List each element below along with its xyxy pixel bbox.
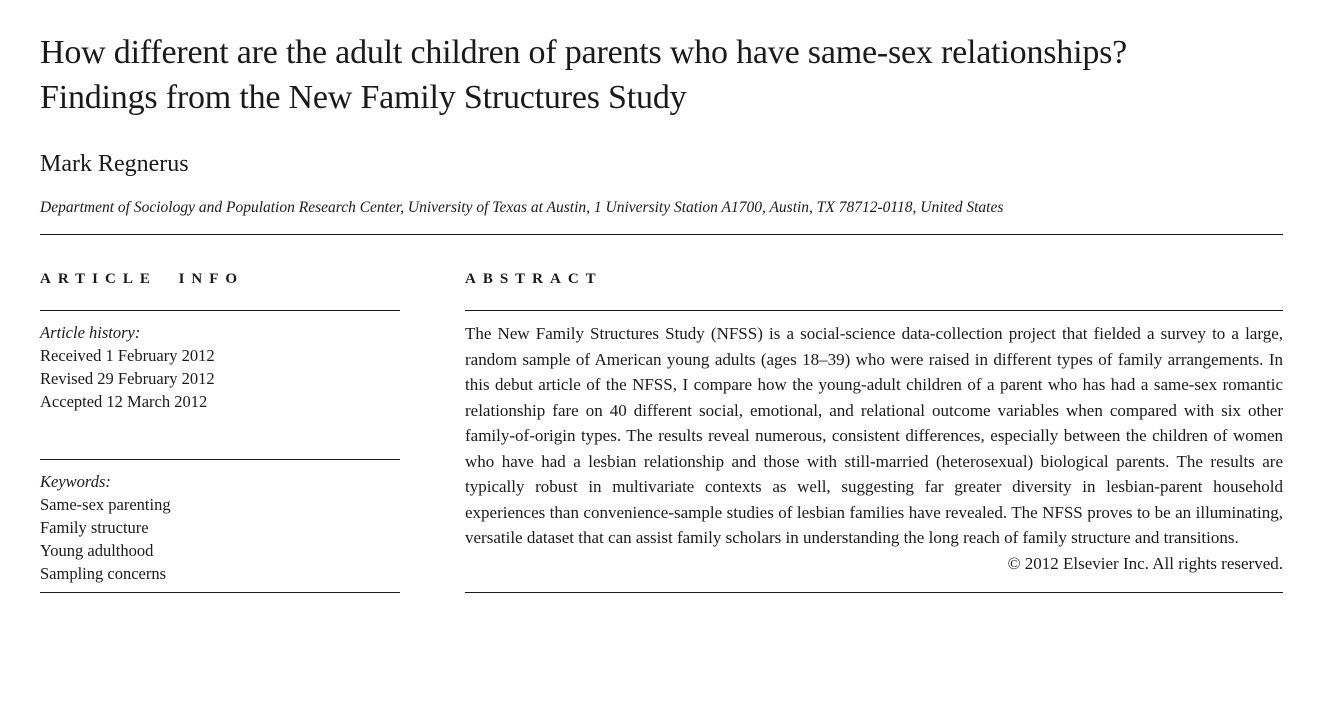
article-info-divider xyxy=(40,310,400,311)
keyword-item: Young adulthood xyxy=(40,541,154,560)
info-abstract-columns xyxy=(40,235,1283,593)
paper-title: How different are the adult children of parents who have same-sex relationships? Findings from the New Family Structures Study xyxy=(40,34,1128,116)
history-revised: Revised 29 February 2012 xyxy=(40,369,215,388)
history-accepted: Accepted 12 March 2012 xyxy=(40,392,208,411)
abstract-column xyxy=(465,235,1283,593)
author-name: Mark Regnerus xyxy=(40,151,189,177)
article-info-column xyxy=(40,235,400,593)
author-affiliation: Department of Sociology and Population Research Center, University of Texas at Austin, 1 University Station A1700, Austin, TX 78712-0118, United States xyxy=(40,199,1004,216)
keyword-item: Sampling concerns xyxy=(40,564,167,583)
keywords-label: Keywords: xyxy=(40,472,111,491)
history-received: Received 1 February 2012 xyxy=(40,346,215,365)
keyword-item: Family structure xyxy=(40,518,149,537)
article-info-heading: ARTICLE INFO xyxy=(40,271,245,287)
abstract-divider xyxy=(465,310,1283,311)
article-info-bottom-divider xyxy=(40,592,400,593)
keywords-divider xyxy=(40,459,400,460)
keyword-item: Same-sex parenting xyxy=(40,495,171,514)
article-history-block xyxy=(40,321,400,413)
article-history-label: Article history: xyxy=(40,323,141,342)
abstract-text: The New Family Structures Study (NFSS) is a social-science data-collection project that fielded a survey to a large, random sample of American young adults (ages 18–39) who were raised in different types of family arrangements. In this debut article of the NFSS, I compare how the young-adult children of a parent who has had a same-sex romantic relationship fare on 40 different social, emotional, and relational outcome variables when compared with six other family-of-origin types. The results reveal numerous, consistent differences, especially between the children of women who have had a lesbian relationship and those with still-married (heterosexual) biological parents. The results are typically robust in multivariate contexts as well, suggesting far greater diversity in lesbian-parent household experiences than convenience-sample studies of lesbian families have revealed. The NFSS proves to be an illuminating, versatile dataset that can assist family scholars in understanding the long reach of family structure and transitions. xyxy=(465,324,1283,547)
abstract-heading: ABSTRACT xyxy=(465,271,603,287)
abstract-bottom-divider xyxy=(465,592,1283,593)
keywords-block xyxy=(40,470,400,585)
copyright-notice: © 2012 Elsevier Inc. All rights reserved. xyxy=(1007,553,1283,573)
